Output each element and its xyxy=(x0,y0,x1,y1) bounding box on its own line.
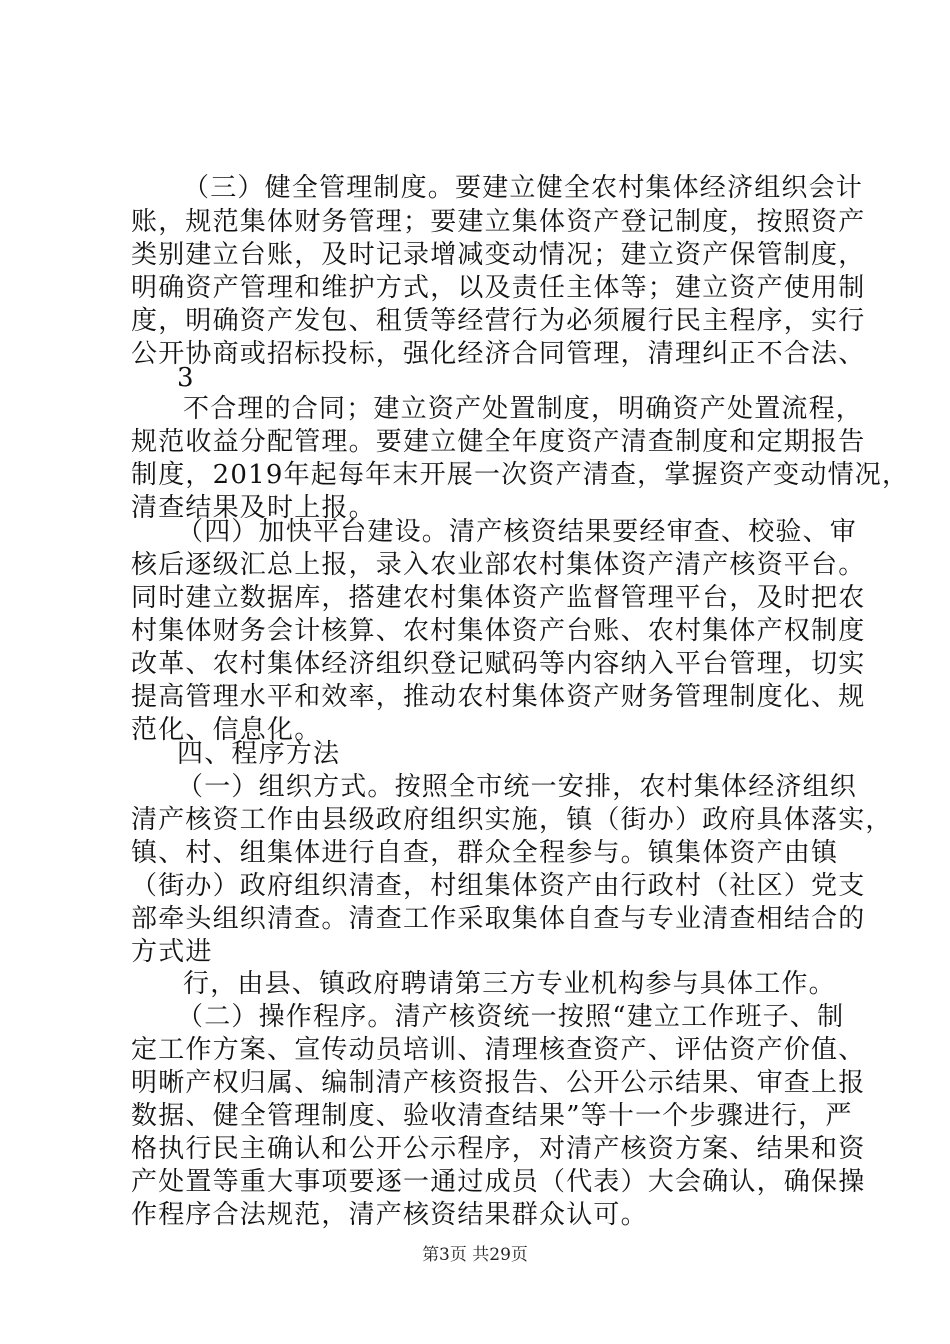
paragraph-line: 方式进 xyxy=(131,937,213,967)
paragraph-line: 同时建立数据库，搭建农村集体资产监督管理平台，及时把农 xyxy=(131,583,866,613)
paragraph-line: 镇、村、组集体进行自查，群众全程参与。镇集体资产由镇 xyxy=(131,838,839,868)
paragraph-line: 范化、信息化。 xyxy=(131,715,322,745)
page-number-marker: 3 xyxy=(177,363,195,393)
paragraph-line: 清查结果及时上报。 xyxy=(131,493,376,523)
paragraph-line: 数据、健全管理制度、验收清查结果”等十一个步骤进行，严 xyxy=(131,1101,853,1131)
paragraph-line: 度，明确资产发包、租赁等经营行为必须履行民主程序，实行 xyxy=(131,306,866,336)
paragraph-line: （四）加快平台建设。清产核资结果要经审查、校验、审 xyxy=(177,517,858,547)
paragraph-line: 提高管理水平和效率，推动农村集体资产财务管理制度化、规 xyxy=(131,682,866,712)
paragraph-line: 公开协商或招标投标，强化经济合同管理，清理纠正不合法、 xyxy=(131,339,866,369)
page-footer: 第3页 共29页 xyxy=(422,1245,528,1265)
paragraph-line: （三）健全管理制度。要建立健全农村集体经济组织会计 xyxy=(183,173,864,203)
paragraph-line: 作程序合法规范，清产核资结果群众认可。 xyxy=(131,1200,648,1230)
paragraph-line: 不合理的合同；建立资产处置制度，明确资产处置流程， xyxy=(183,394,864,424)
paragraph-line: （一）组织方式。按照全市统一安排，农村集体经济组织 xyxy=(177,772,858,802)
paragraph-line: （二）操作程序。清产核资统一按照“建立工作班子、制 xyxy=(177,1002,845,1032)
paragraph-line: 格执行民主确认和公开公示程序，对清产核资方案、结果和资 xyxy=(131,1134,866,1164)
paragraph-line: 村集体财务会计核算、农村集体资产台账、农村集体产权制度 xyxy=(131,616,866,646)
paragraph-line: 产处置等重大事项要逐一通过成员（代表）大会确认，确保操 xyxy=(131,1167,866,1197)
paragraph-line: 制度，2019年起每年末开展一次资产清查，掌握资产变动情况， xyxy=(131,460,910,490)
section-heading: 四、程序方法 xyxy=(177,739,341,769)
paragraph-line: 部牵头组织清查。清查工作采取集体自查与专业清查相结合的 xyxy=(131,904,866,934)
paragraph-line: 清产核资工作由县级政府组织实施，镇（街办）政府具体落实， xyxy=(131,805,893,835)
paragraph-line: 定工作方案、宣传动员培训、清理核查资产、评估资产价值、 xyxy=(131,1035,866,1065)
paragraph-line: 改革、农村集体经济组织登记赋码等内容纳入平台管理，切实 xyxy=(131,649,866,679)
paragraph-line: 规范收益分配管理。要建立健全年度资产清查制度和定期报告 xyxy=(131,427,866,457)
paragraph-line: 明确资产管理和维护方式，以及责任主体等；建立资产使用制 xyxy=(131,273,866,303)
paragraph-line: 核后逐级汇总上报，录入农业部农村集体资产清产核资平台。 xyxy=(131,550,866,580)
paragraph-line: （街办）政府组织清查，村组集体资产由行政村（社区）党支 xyxy=(131,871,866,901)
paragraph-line: 明晰产权归属、编制清产核资报告、公开公示结果、审查上报 xyxy=(131,1068,866,1098)
paragraph-line: 类别建立台账，及时记录增减变动情况；建立资产保管制度， xyxy=(131,240,866,270)
paragraph-line: 账，规范集体财务管理；要建立集体资产登记制度，按照资产 xyxy=(131,207,866,237)
paragraph-line: 行，由县、镇政府聘请第三方专业机构参与具体工作。 xyxy=(183,969,836,999)
